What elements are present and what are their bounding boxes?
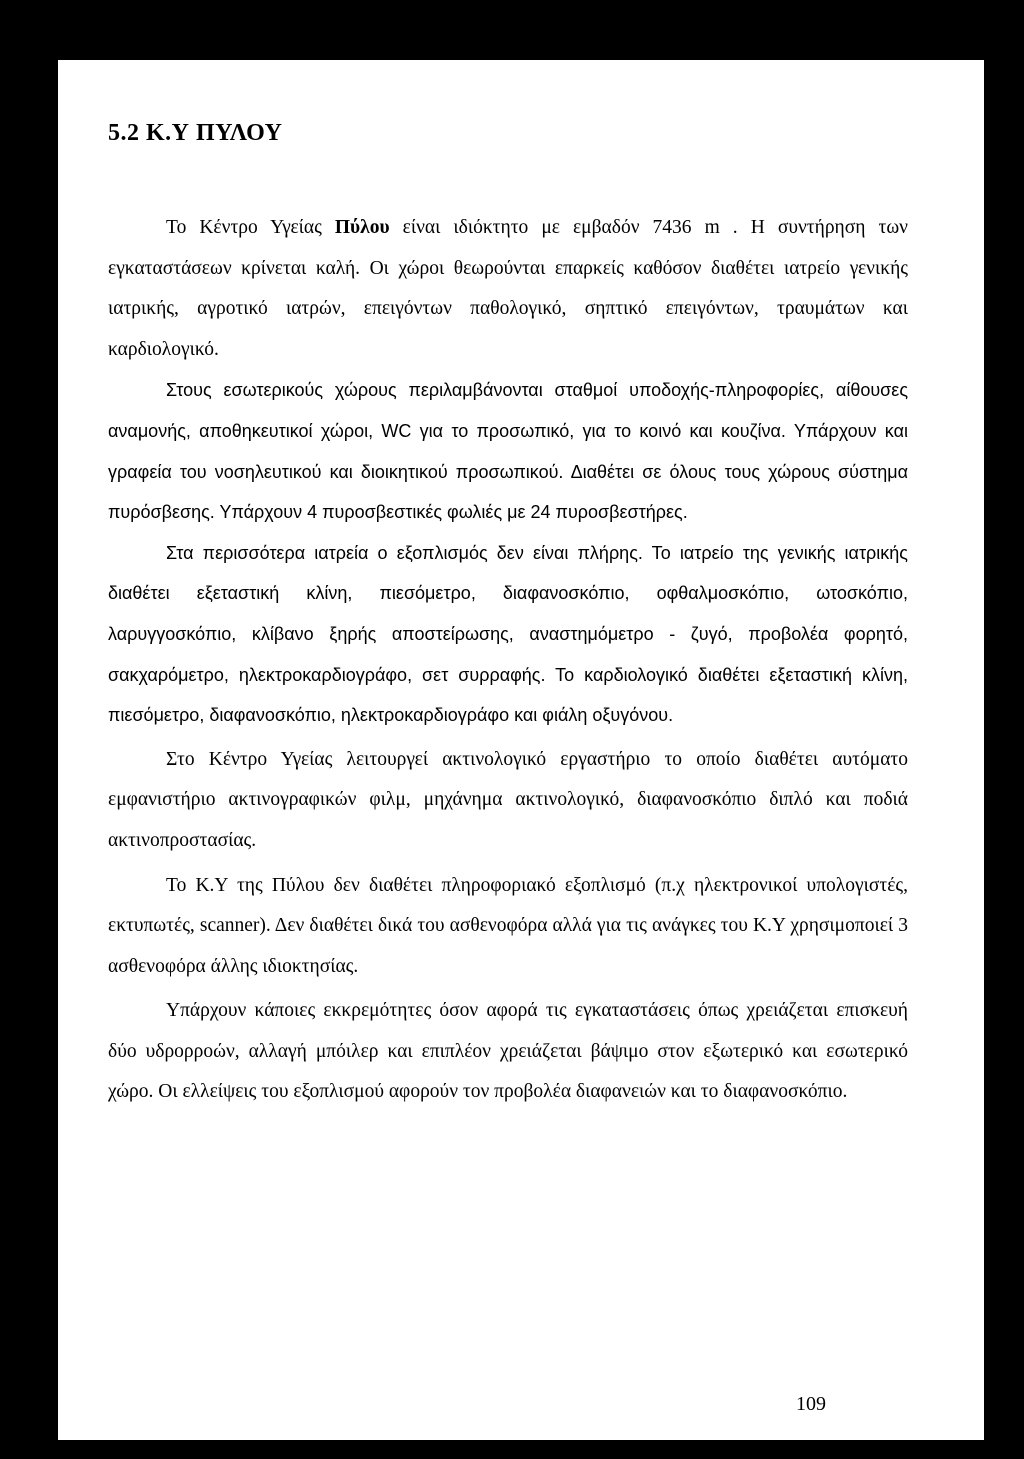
- paragraph-6: Υπάρχουν κάποιες εκκρεμότητες όσον αφορά τις εγκαταστάσεις όπως χρειάζεται επισκευή δύο υδρορροών, αλλαγή μπόιλερ και επιπλέον χρειάζεται βάψιμο στον εξωτερικό και εσωτερικό χώρο. Οι ελλείψεις του εξοπλισμού αφορούν τον προβολέα διαφανειών και το διαφανοσκόπιο.: [108, 1000, 908, 1103]
- paragraph-1-start: Το Κέντρο Υγείας: [166, 217, 335, 238]
- paragraph-3: Στα περισσότερα ιατρεία ο εξοπλισμός δεν είναι πλήρης. Το ιατρείο της γενικής ιατρικής διαθέτει εξεταστική κλίνη, πιεσόμετρο, διαφανοσκόπιο, οφθαλμοσκόπιο, ωτοσκόπιο, λαρυγγοσκόπιο, κλίβανο ξηρής αποστείρωσης, αναστημόμετρο - ζυγό, προβολέα φορητό, σακχαρόμετρο, ηλεκτροκαρδιογράφο, σετ συρραφής. Το καρδιολογικό διαθέτει εξεταστική κλίνη, πιεσόμετρο, διαφανοσκόπιο, ηλεκτροκαρδιογράφο και φιάλη οξυγόνου.: [108, 542, 908, 726]
- page-number: 109: [796, 1393, 826, 1415]
- section-heading: 5.2 Κ.Υ ΠΥΛΟΥ: [108, 120, 283, 146]
- document-page: [58, 60, 984, 1440]
- paragraph-2: Στους εσωτερικούς χώρους περιλαμβάνονται σταθμοί υποδοχής-πληροφορίες, αίθουσες αναμονής, αποθηκευτικοί χώροι, WC για το προσωπικό, για το κοινό και κουζίνα. Υπάρχουν και γραφεία του νοσηλευτικού και διοικητικού προσωπικού. Διαθέτει σε όλους τους χώρους σύστημα πυρόσβεσης. Υπάρχουν 4 πυροσβεστικές φωλιές με 24 πυροσβεστήρες.: [108, 380, 908, 523]
- paragraph-1: [108, 208, 908, 370]
- paragraph-1-bold: Πύλου: [334, 217, 390, 238]
- paragraph-1-end: είναι ιδιόκτητο με εμβαδόν 7436 m . Η συντήρηση των εγκαταστάσεων κρίνεται καλή. Οι χώροι θεωρούνται επαρκείς καθόσον διαθέτει ιατρείο γενικής ιατρικής, αγροτικό ιατρών, επειγόντων παθολογικό, σηπτικό επειγόντων, τραυμάτων και καρδιολογικό.: [108, 217, 908, 360]
- body-text: [108, 208, 908, 1113]
- paragraph-5: Το Κ.Υ της Πύλου δεν διαθέτει πληροφοριακό εξοπλισμό (π.χ ηλεκτρονικοί υπολογιστές, εκτυπωτές, scanner). Δεν διαθέτει δικά του ασθενοφόρα αλλά για τις ανάγκες του Κ.Υ χρησιμοποιεί 3 ασθενοφόρα άλλης ιδιοκτησίας.: [108, 874, 908, 977]
- paragraph-4: Στο Κέντρο Υγείας λειτουργεί ακτινολογικό εργαστήριο το οποίο διαθέτει αυτόματο εμφανιστήριο ακτινογραφικών φιλμ, μηχάνημα ακτινολογικό, διαφανοσκόπιο διπλό και ποδιά ακτινοπροστασίας.: [108, 748, 908, 851]
